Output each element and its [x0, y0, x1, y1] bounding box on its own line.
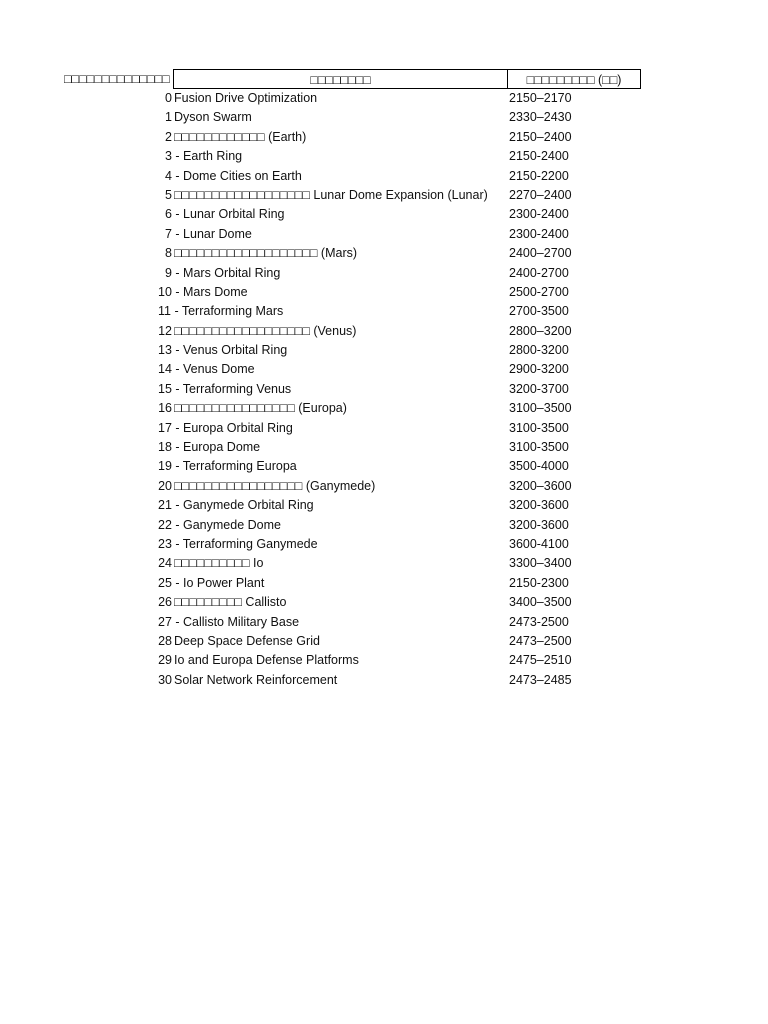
table-row — [0, 89, 768, 108]
row-cell-c[interactable]: 3400–3500 — [509, 595, 572, 610]
row-cell-c[interactable]: 3600-4100 — [509, 536, 569, 551]
row-cell-b[interactable]: Deep Space Defense Grid — [174, 633, 320, 648]
row-cell-c[interactable]: 3100–3500 — [509, 401, 572, 416]
table-row — [0, 438, 768, 457]
row-cell-a[interactable]: 6 - Lunar Orbital Ring — [165, 207, 285, 222]
row-cell-c[interactable]: 3200-3700 — [509, 381, 569, 396]
table-row — [0, 419, 768, 438]
row-cell-c[interactable]: 2150–2400 — [509, 129, 572, 144]
table-row — [0, 360, 768, 379]
header-row — [0, 69, 768, 89]
row-cell-a[interactable]: 25 - Io Power Plant — [158, 575, 265, 590]
table-row — [0, 651, 768, 670]
row-cell-a[interactable]: 12 — [158, 323, 172, 338]
row-cell-c[interactable]: 2800-3200 — [509, 343, 569, 358]
table-row — [0, 108, 768, 127]
row-cell-a[interactable]: 24 — [158, 556, 172, 571]
table-row — [0, 535, 768, 554]
row-cell-a[interactable]: 27 - Callisto Military Base — [158, 614, 300, 629]
row-cell-a[interactable]: 7 - Lunar Dome — [165, 226, 252, 241]
row-cell-c[interactable]: 2475–2510 — [509, 653, 572, 668]
row-cell-a[interactable]: 14 - Venus Dome — [158, 362, 255, 377]
row-cell-a[interactable]: 10 - Mars Dome — [158, 284, 248, 299]
header-cell-b[interactable]: □□□□□□□□ — [173, 69, 508, 89]
table-row — [0, 516, 768, 535]
row-cell-a[interactable]: 4 - Dome Cities on Earth — [165, 168, 302, 183]
row-cell-b[interactable]: □□□□□□□□□□□□□□□□□□□ (Mars) — [174, 246, 358, 261]
row-cell-c[interactable]: 2473–2485 — [509, 672, 572, 687]
row-cell-b[interactable]: □□□□□□□□□□□□□□□□□□ (Venus) — [174, 323, 357, 338]
header-cell-a[interactable]: □□□□□□□□□□□□□□ — [64, 72, 170, 86]
row-cell-b[interactable]: □□□□□□□□□□□□ (Earth) — [174, 129, 307, 144]
table-row — [0, 283, 768, 302]
row-cell-a[interactable]: 8 — [165, 246, 172, 261]
row-cell-c[interactable]: 2270–2400 — [509, 187, 572, 202]
row-cell-a[interactable]: 22 - Ganymede Dome — [158, 517, 281, 532]
row-cell-c[interactable]: 2400–2700 — [509, 246, 572, 261]
row-cell-a[interactable]: 1 — [165, 110, 172, 125]
row-cell-c[interactable]: 3500-4000 — [509, 459, 569, 474]
row-cell-c[interactable]: 2150-2300 — [509, 575, 569, 590]
row-cell-b[interactable]: Io and Europa Defense Platforms — [174, 653, 359, 668]
row-cell-c[interactable]: 2500-2700 — [509, 284, 569, 299]
row-cell-a[interactable]: 17 - Europa Orbital Ring — [158, 420, 293, 435]
row-cell-c[interactable]: 2400-2700 — [509, 265, 569, 280]
table-row — [0, 244, 768, 263]
row-cell-c[interactable]: 3200-3600 — [509, 498, 569, 513]
row-cell-c[interactable]: 3100-3500 — [509, 420, 569, 435]
row-cell-c[interactable]: 3200-3600 — [509, 517, 569, 532]
table-row — [0, 302, 768, 321]
table-row — [0, 496, 768, 515]
table-row — [0, 593, 768, 612]
row-cell-c[interactable]: 2150-2200 — [509, 168, 569, 183]
row-cell-c[interactable]: 2473–2500 — [509, 633, 572, 648]
row-cell-a[interactable]: 2 — [165, 129, 172, 144]
table-row — [0, 671, 768, 690]
row-cell-a[interactable]: 11 - Terraforming Mars — [158, 304, 284, 319]
table-row — [0, 554, 768, 573]
row-cell-c[interactable]: 2330–2430 — [509, 110, 572, 125]
table-row — [0, 341, 768, 360]
row-cell-a[interactable]: 16 — [158, 401, 172, 416]
table-row — [0, 613, 768, 632]
row-cell-a[interactable]: 19 - Terraforming Europa — [158, 459, 297, 474]
row-cell-c[interactable]: 2473-2500 — [509, 614, 569, 629]
row-cell-a[interactable]: 28 — [158, 633, 172, 648]
row-cell-c[interactable]: 3300–3400 — [509, 556, 572, 571]
row-cell-a[interactable]: 18 - Europa Dome — [158, 440, 261, 455]
header-cell-c[interactable]: □□□□□□□□□ (□□) — [507, 69, 641, 89]
table-row — [0, 477, 768, 496]
row-cell-a[interactable]: 20 — [158, 478, 172, 493]
row-cell-a[interactable]: 3 - Earth Ring — [165, 149, 243, 164]
row-cell-b[interactable]: Fusion Drive Optimization — [174, 91, 318, 105]
row-cell-a[interactable]: 23 - Terraforming Ganymede — [158, 536, 318, 551]
row-cell-b[interactable]: □□□□□□□□□ Callisto — [174, 595, 287, 610]
table-row — [0, 322, 768, 341]
row-cell-a[interactable]: 9 - Mars Orbital Ring — [165, 265, 281, 280]
row-cell-b[interactable]: □□□□□□□□□□□□□□□□ (Europa) — [174, 401, 347, 416]
row-cell-a[interactable]: 26 — [158, 595, 172, 610]
table-row — [0, 380, 768, 399]
row-cell-a[interactable]: 30 — [158, 672, 172, 687]
table-row — [0, 264, 768, 283]
table-row — [0, 167, 768, 186]
table-row — [0, 632, 768, 651]
row-cell-a[interactable]: 29 — [158, 653, 172, 668]
table-row — [0, 457, 768, 476]
table-row — [0, 574, 768, 593]
row-cell-c[interactable]: 2150-2400 — [509, 149, 569, 164]
row-cell-c[interactable]: 2300-2400 — [509, 226, 569, 241]
table-row — [0, 225, 768, 244]
row-cell-c[interactable]: 2300-2400 — [509, 207, 569, 222]
row-cell-b[interactable]: □□□□□□□□□□ Io — [174, 556, 264, 571]
data-rows — [0, 89, 768, 690]
table-row — [0, 205, 768, 224]
row-cell-a[interactable]: 0 — [165, 91, 172, 105]
table-row — [0, 128, 768, 147]
row-cell-b[interactable]: Dyson Swarm — [174, 110, 252, 125]
table-row — [0, 147, 768, 166]
row-cell-c[interactable]: 2900-3200 — [509, 362, 569, 377]
row-cell-b[interactable]: Solar Network Reinforcement — [174, 672, 338, 687]
row-cell-c[interactable]: 3100-3500 — [509, 440, 569, 455]
table-row — [0, 399, 768, 418]
table-row — [0, 186, 768, 205]
row-cell-b[interactable]: □□□□□□□□□□□□□□□□□□ Lunar Dome Expansion (Lunar) — [174, 187, 488, 202]
row-cell-a[interactable]: 21 - Ganymede Orbital Ring — [158, 498, 314, 513]
row-cell-c[interactable]: 2150–2170 — [509, 91, 572, 105]
row-cell-a[interactable]: 5 — [165, 187, 172, 202]
row-cell-a[interactable]: 13 - Venus Orbital Ring — [158, 343, 288, 358]
row-cell-c[interactable]: 2800–3200 — [509, 323, 572, 338]
row-cell-b[interactable]: □□□□□□□□□□□□□□□□□ (Ganymede) — [174, 478, 376, 493]
row-cell-a[interactable]: 15 - Terraforming Venus — [158, 381, 292, 396]
row-cell-c[interactable]: 3200–3600 — [509, 478, 572, 493]
row-cell-c[interactable]: 2700-3500 — [509, 304, 569, 319]
